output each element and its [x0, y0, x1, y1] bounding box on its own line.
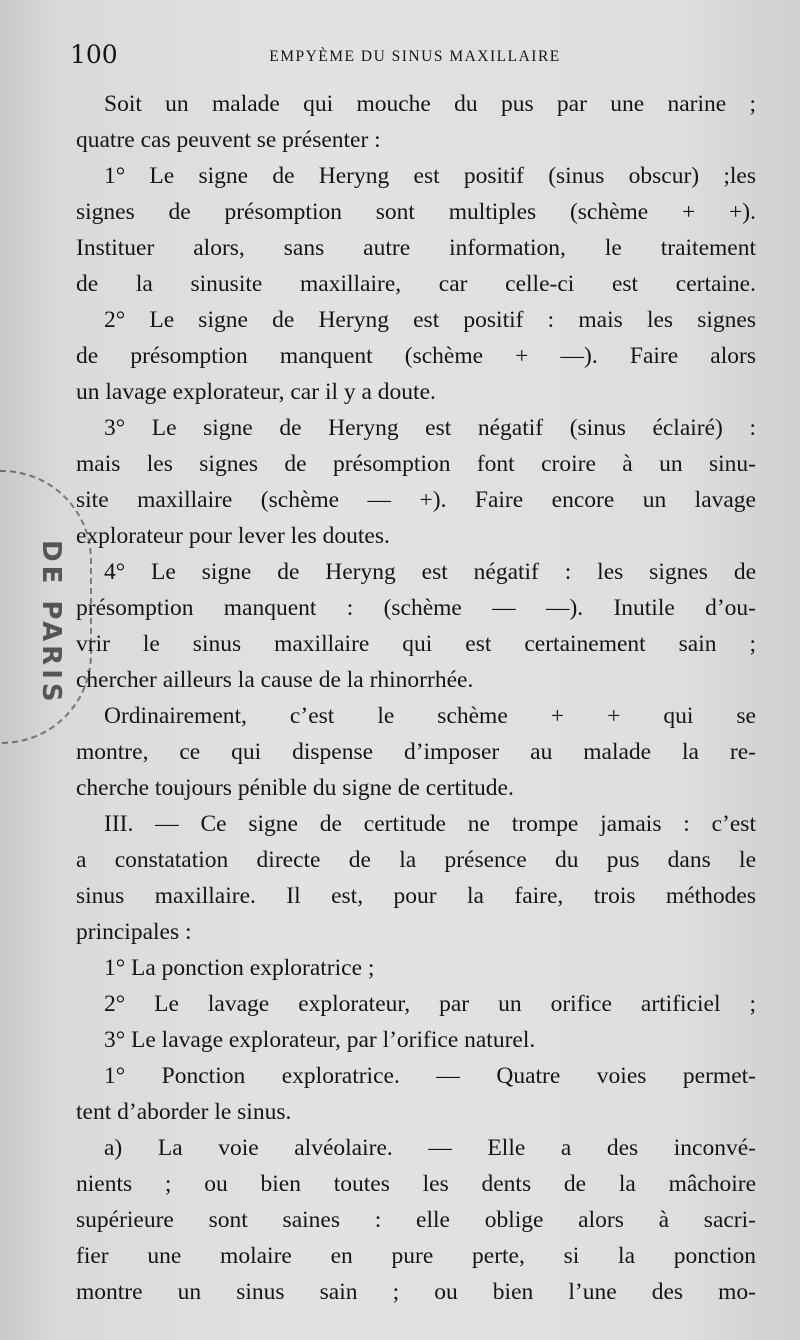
text-line: 3° Le signe de Heryng est négatif (sinus éclairé) :	[104, 415, 756, 441]
text-line: montre, ce qui dispense d’imposer au malade la re-	[76, 739, 756, 765]
text-line: présomption manquent : (schème — —). Inutile d’ou-	[76, 595, 756, 621]
text-line: a) La voie alvéolaire. — Elle a des inconvé-	[104, 1135, 756, 1161]
text-line: un lavage explorateur, car il y a doute.	[76, 379, 436, 405]
text-line: chercher ailleurs la cause de la rhinorrhée.	[76, 667, 474, 693]
text-line: fier une molaire en pure perte, si la ponction	[76, 1243, 756, 1269]
text-line: 1° La ponction exploratrice ;	[104, 955, 375, 981]
page-header	[70, 40, 760, 76]
text-line: Soit un malade qui mouche du pus par une narine ;	[104, 91, 756, 117]
text-line: 1° Ponction exploratrice. — Quatre voies permet-	[104, 1063, 756, 1089]
body-text	[76, 86, 756, 1310]
running-title: EMPYÈME DU SINUS MAXILLAIRE	[269, 48, 561, 65]
text-line: sinus maxillaire. Il est, pour la faire, trois méthodes	[76, 883, 756, 909]
text-line: 3° Le lavage explorateur, par l’orifice naturel.	[104, 1027, 536, 1053]
text-line: quatre cas peuvent se présenter :	[76, 127, 381, 153]
text-line: montre un sinus sain ; ou bien l’une des mo-	[76, 1279, 756, 1305]
page-number: 100	[70, 40, 118, 69]
text-line: mais les signes de présomption font croire à un sinu-	[76, 451, 756, 477]
text-line: III. — Ce signe de certitude ne trompe jamais : c’est	[104, 811, 756, 837]
text-line: 1° Le signe de Heryng est positif (sinus obscur) ;les	[104, 163, 756, 189]
text-line: 2° Le lavage explorateur, par un orifice artificiel ;	[104, 991, 756, 1017]
text-line: Ordinairement, c’est le schème + + qui se	[104, 703, 756, 729]
text-line: signes de présomption sont multiples (schème + +).	[76, 199, 756, 225]
text-line: principales :	[76, 919, 192, 945]
text-line: a constatation directe de la présence du pus dans le	[76, 847, 756, 873]
text-line: de présomption manquent (schème + —). Faire alors	[76, 343, 756, 369]
text-line: cherche toujours pénible du signe de certitude.	[76, 775, 514, 801]
text-line: 4° Le signe de Heryng est négatif : les signes de	[104, 559, 756, 585]
text-line: vrir le sinus maxillaire qui est certainement sain ;	[76, 631, 756, 657]
text-line: nients ; ou bien toutes les dents de la mâchoire	[76, 1171, 756, 1197]
library-stamp-text: DE PARIS	[36, 540, 66, 706]
text-line: site maxillaire (schème — +). Faire encore un lavage	[76, 487, 756, 513]
text-line: explorateur pour lever les doutes.	[76, 523, 390, 549]
text-line: de la sinusite maxillaire, car celle-ci est certaine.	[76, 271, 756, 297]
text-line: 2° Le signe de Heryng est positif : mais les signes	[104, 307, 756, 333]
text-line: Instituer alors, sans autre information, le traitement	[76, 235, 756, 261]
text-line: tent d’aborder le sinus.	[76, 1099, 292, 1125]
text-line: supérieure sont saines : elle oblige alors à sacri-	[76, 1207, 756, 1233]
